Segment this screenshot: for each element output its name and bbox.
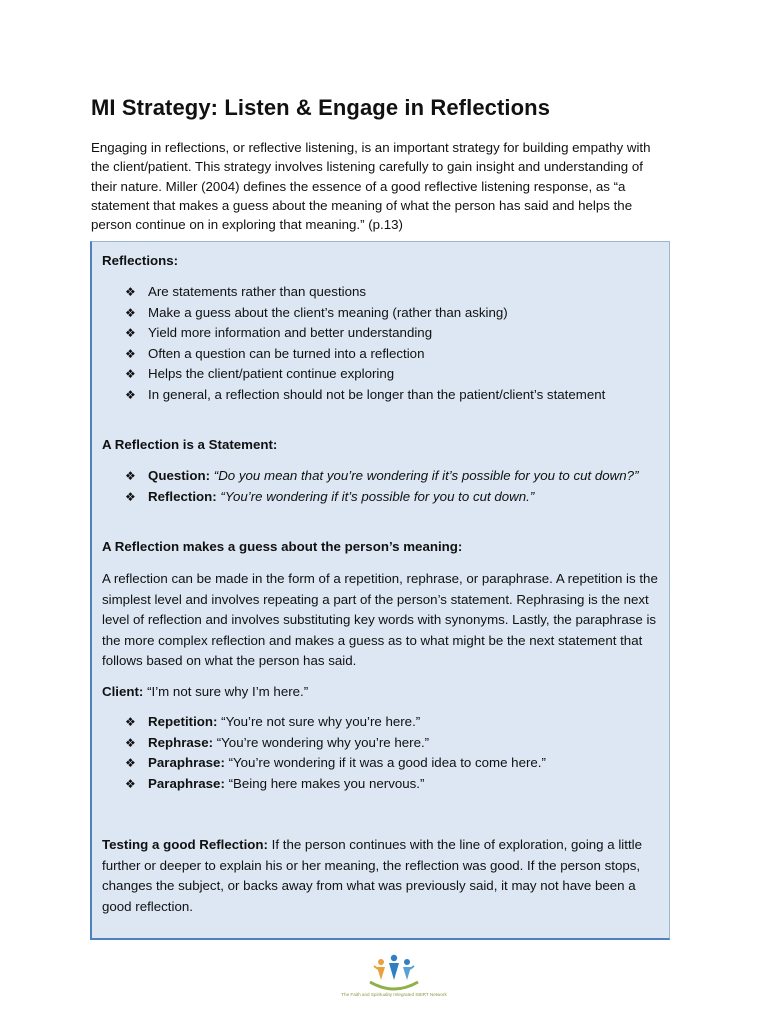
logo-caption: The Faith and Spirituality Integrated SBIRT Network [341,992,447,997]
list-item: ❖ Are statements rather than questions [125,282,665,303]
examples-list [125,712,665,794]
reflections-heading: Reflections: [102,253,179,268]
diamond-bullet-icon: ❖ [125,326,136,340]
guess-paragraph: A reflection can be made in the form of a repetition, rephrase, or paraphrase. A repetition is the simplest level and involves repeating a part of the person’s statement. Rephrasing is the next level of reflection and involves substituting key words with synonyms. Lastly, the paraphrase is the more complex reflection and makes a guess as to what might be the next statement that follows based on what the person has said. [102,571,658,669]
diamond-bullet-icon: ❖ [125,715,136,729]
list-item: ❖ Paraphrase: “You’re wondering if it was a good idea to come here.” [125,753,665,774]
reflections-list [125,282,665,405]
people-logo-icon [334,952,454,992]
diamond-bullet-icon: ❖ [125,735,136,750]
list-item: ❖ Question: “Do you mean that you’re wondering if it’s possible for you to cut down?” [125,466,665,487]
list-item: ❖ In general, a reflection should not be longer than the patient/client’s statement [125,385,665,406]
diamond-bullet-icon: ❖ [125,346,136,361]
statement-heading: A Reflection is a Statement: [102,437,278,452]
diamond-bullet-icon: ❖ [125,305,136,320]
list-item: ❖ Reflection: “You’re wondering if it’s possible for you to cut down.” [125,487,665,508]
list-item: ❖ Helps the client/patient continue exploring [125,364,665,385]
intro-paragraph: Engaging in reflections, or reflective listening, is an important strategy for building empathy with the client/patient. This strategy involves listening carefully to gain insight and understanding of their nature. Miller (2004) defines the essence of a good reflective listening response, as “a statement that makes a guess about the meaning of what the person has said and helps the person continue on in exploring that meaning.” (p.13) [91,140,651,233]
diamond-bullet-icon: ❖ [125,387,136,402]
reflections-box [90,241,670,940]
guess-heading: A Reflection makes a guess about the person’s meaning: [102,539,463,554]
testing-paragraph: Testing a good Reflection: If the person continues with the line of exploration, going a little further or deeper to explain his or her meaning, the reflection was good. If the person stops, changes the subject, or backs away from what was previously said, it may not have been a good reflection. [102,837,642,914]
list-item: ❖ Make a guess about the client’s meaning (rather than asking) [125,303,665,324]
list-item: ❖ Often a question can be turned into a reflection [125,344,665,365]
diamond-bullet-icon: ❖ [125,489,136,504]
list-item: ❖ Yield more information and better understanding [125,323,665,344]
diamond-bullet-icon: ❖ [125,776,136,791]
network-logo [334,952,454,1012]
client-line: Client: “I’m not sure why I’m here.” [102,684,309,699]
list-item: ❖ Rephrase: “You’re wondering why you’re here.” [125,733,665,754]
diamond-bullet-icon: ❖ [125,285,136,299]
diamond-bullet-icon: ❖ [125,367,136,381]
page-title: MI Strategy: Listen & Engage in Reflections [91,95,551,120]
diamond-bullet-icon: ❖ [125,756,136,770]
statement-list [125,466,665,507]
list-item: ❖ Repetition: “You’re not sure why you’re here.” [125,712,665,733]
list-item: ❖ Paraphrase: “Being here makes you nervous.” [125,774,665,795]
diamond-bullet-icon: ❖ [125,469,136,483]
